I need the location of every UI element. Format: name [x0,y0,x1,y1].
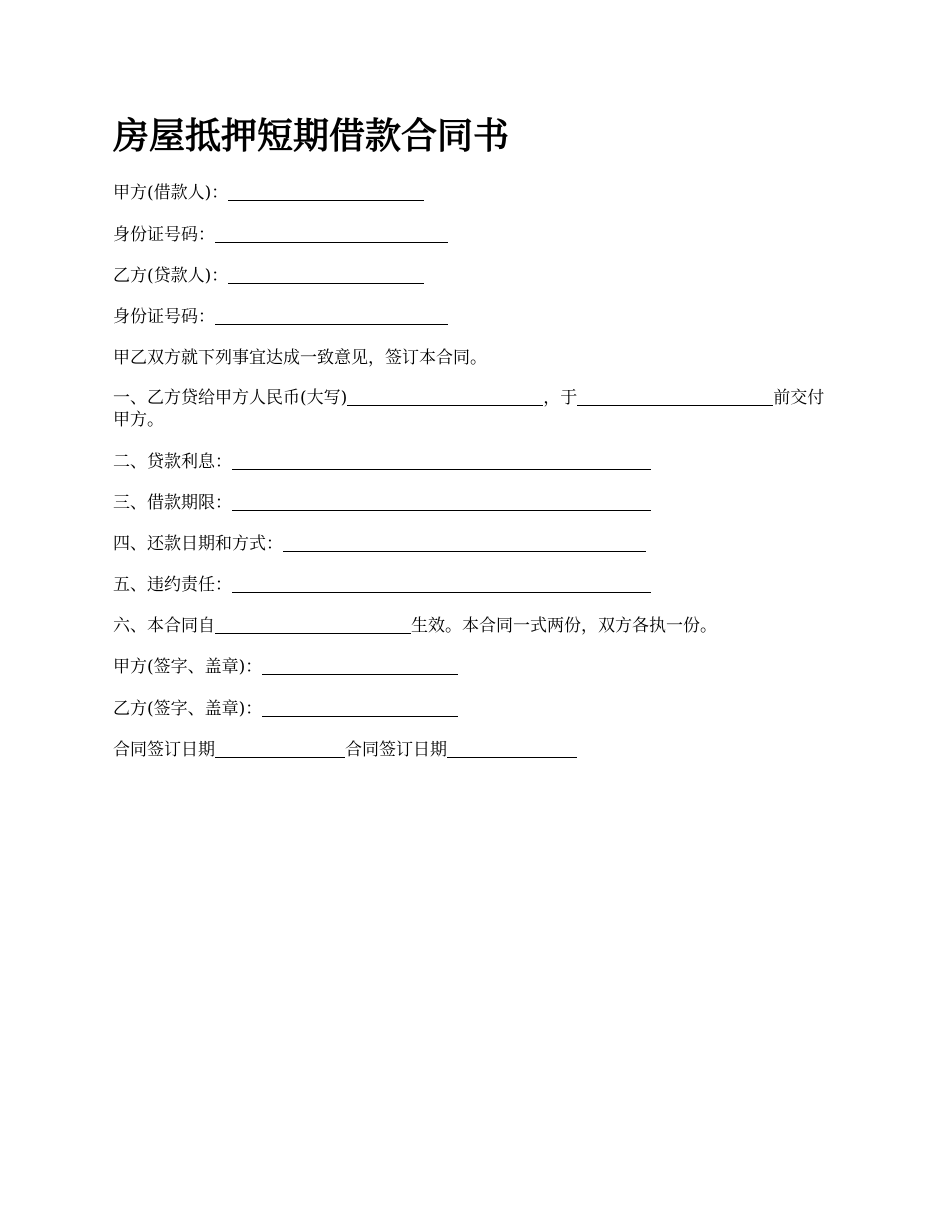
signing-date-blank-2[interactable] [447,740,577,758]
interest-blank[interactable] [232,452,651,470]
signing-date-label-2: 合同签订日期 [345,740,447,760]
party-a-blank[interactable] [228,183,424,201]
party-b-id-blank[interactable] [215,307,448,325]
party-a-id-blank[interactable] [215,225,448,243]
clause-2-label: 二、贷款利息： [113,452,232,472]
signature-b-blank[interactable] [262,699,458,717]
clause-1-text-c: 前交付甲方。 [113,388,825,430]
clause-3-label: 三、借款期限： [113,493,232,513]
loan-term-blank[interactable] [232,493,651,511]
party-b-line [113,265,424,287]
effective-date-blank[interactable] [215,616,411,634]
liability-blank[interactable] [232,575,651,593]
clause-3-line [113,492,651,514]
party-a-line [113,182,424,204]
preamble-paragraph: 甲乙双方就下列事宜达成一致意见，签订本合同。 [113,348,487,368]
clause-2-line [113,451,651,473]
signing-date-blank-1[interactable] [215,740,345,758]
repayment-blank[interactable] [283,534,646,552]
signature-a-line [113,656,458,678]
clause-5-label: 五、违约责任： [113,575,232,595]
party-a-id-line [113,224,448,246]
party-b-blank[interactable] [228,266,424,284]
signature-a-label: 甲方(签字、盖章)： [113,657,263,677]
clause-6-line [113,615,717,637]
signature-b-label: 乙方(签字、盖章)： [113,699,263,719]
party-a-id-label: 身份证号码： [113,225,215,245]
party-b-id-line [113,306,448,328]
signature-b-line [113,698,458,720]
clause-1-text-b: ，于 [543,388,578,408]
clause-6-text-a: 六、本合同自 [113,616,215,636]
clause-4-label: 四、还款日期和方式： [113,534,283,554]
signing-date-label-1: 合同签订日期 [113,740,215,760]
delivery-date-blank[interactable] [577,388,773,406]
clause-6-text-b: 生效。本合同一式两份，双方各执一份。 [411,616,717,636]
clause-5-line [113,574,651,596]
party-b-id-label: 身份证号码： [113,307,215,327]
clause-1-paragraph [113,387,838,431]
loan-amount-blank[interactable] [347,388,543,406]
signing-date-line [113,739,577,761]
clause-1-text-a: 一、乙方贷给甲方人民币(大写) [113,388,348,408]
party-b-label: 乙方(贷款人)： [113,266,229,286]
clause-4-line [113,533,646,555]
signature-a-blank[interactable] [262,657,458,675]
party-a-label: 甲方(借款人)： [113,183,229,203]
document-title: 房屋抵押短期借款合同书 [113,115,510,157]
